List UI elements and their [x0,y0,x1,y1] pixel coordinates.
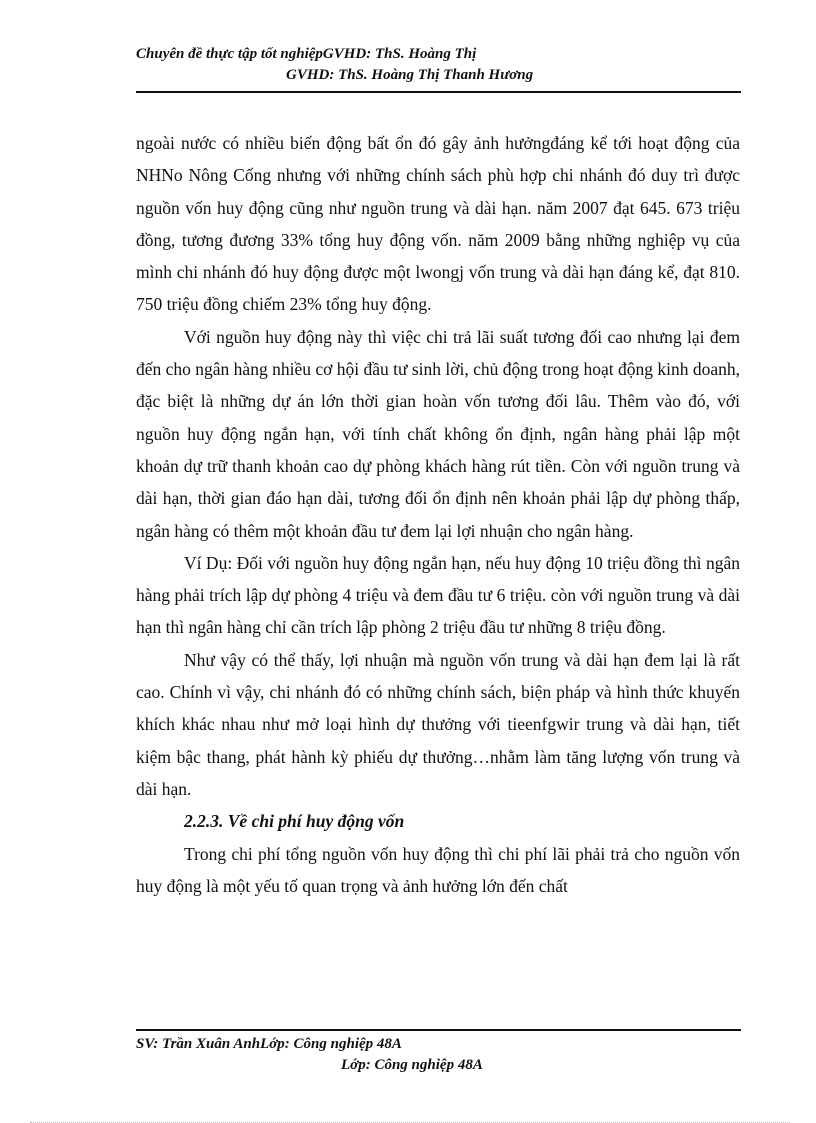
section-heading: 2.2.3. Về chi phí huy động vốn [184,811,405,832]
paragraph-1: ngoài nước có nhiều biến động bất ổn đó gây ảnh hưởngđáng kể tới hoạt động của NHNo Nông Cống nhưng với những chính sách phù hợp chi nhánh đó duy trì được nguồn vốn huy động cũng như nguồn trung và dài hạn. năm 2007 đạt 645. 673 triệu đồng, tương đương 33% tổng huy động vốn. năm 2009 bằng những nghiệp vụ của mình chi nhánh đó huy động được một lwongj vốn trung và dài hạn đáng kể, đạt 810. 750 triệu đồng chiếm 23% tổng huy động. [136,133,740,315]
footer-line-2: Lớp: Công nghiệp 48A [341,1057,483,1073]
footer-rule [136,1029,741,1031]
footer-line-1: SV: Trần Xuân AnhLớp: Công nghiệp 48A [136,1036,402,1052]
header-rule [136,91,741,93]
page-footer [136,1034,740,1076]
document-body [136,127,740,902]
paragraph-3: Ví Dụ: Đối với nguồn huy động ngắn hạn, nếu huy động 10 triệu đồng thì ngân hàng phải trích lập dự phòng 4 triệu và đem đầu tư 6 triệu. còn với nguồn trung và dài hạn thì ngân hàng chỉ cần trích lập phòng 2 triệu đầu tư những 8 triệu đồng. [136,552,740,638]
header-line-1: Chuyên đề thực tập tốt nghiệpGVHD: ThS. Hoàng Thị [136,46,477,62]
paragraph-2: Với nguồn huy động này thì việc chi trả lãi suất tương đối cao nhưng lại đem đến cho ngân hàng nhiều cơ hội đầu tư sinh lời, chủ động trong hoạt động kinh doanh, đặc biệt là những dự án lớn thời gian hoàn vốn tương đối lâu. Thêm vào đó, với nguồn huy động ngắn hạn, với tính chất không ổn định, ngân hàng phải lập một khoản dự trữ thanh khoản cao dự phòng khách hàng rút tiền. Còn với nguồn trung và dài hạn, thời gian đáo hạn dài, tương đối ổn định nên khoản phải lập dự phòng thấp, ngân hàng có thêm một khoản đầu tư đem lại lợi nhuận cho ngân hàng. [136,326,740,541]
page-header [136,44,740,86]
header-line-2: GVHD: ThS. Hoàng Thị Thanh Hương [286,67,534,83]
paragraph-5: Trong chi phí tổng nguồn vốn huy động thì chi phí lãi phải trả cho nguồn vốn huy động là một yếu tố quan trọng và ảnh hưởng lớn đến chất [136,843,740,896]
paragraph-4: Như vậy có thể thấy, lợi nhuận mà nguồn vốn trung và dài hạn đem lại là rất cao. Chính vì vậy, chi nhánh đó có những chính sách, biện pháp và hình thức khuyến khích khác nhau như mở loại hình dự thưởng với tieenfgwir trung và dài hạn, tiết kiệm bậc thang, phát hành kỳ phiếu dự thưởng…nhằm làm tăng lượng vốn trung và dài hạn. [136,649,740,799]
